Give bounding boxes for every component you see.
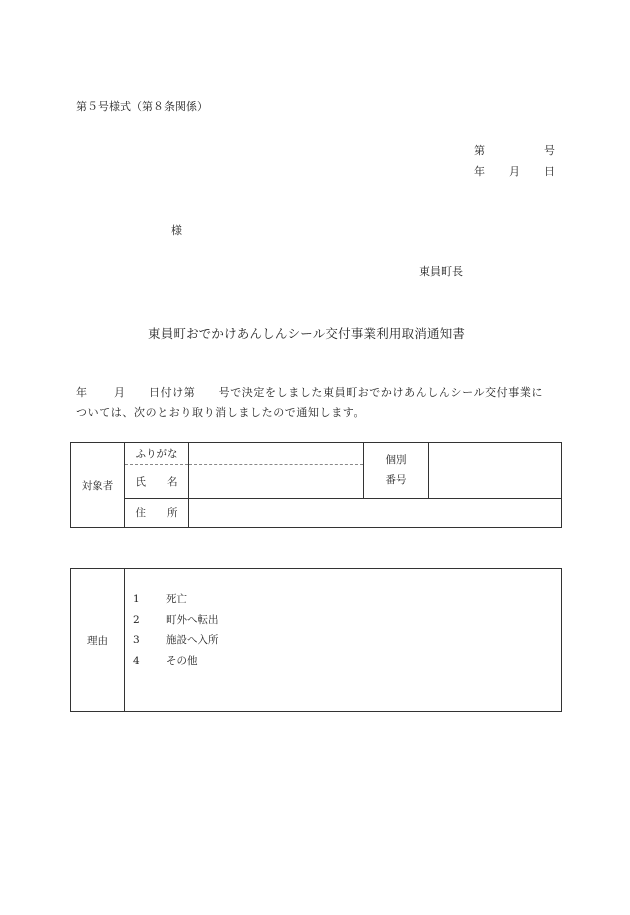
individual-number-label-line-2: 番号 <box>385 474 407 487</box>
sender-name: 東員町長 <box>419 265 463 278</box>
body-line-2: ついては、次のとおり取り消しましたので通知します。 <box>76 406 366 419</box>
reason-item-other[interactable]: 4 その他 <box>133 654 198 667</box>
furigana-label: ふりがな <box>125 443 189 465</box>
subject-table <box>70 442 562 528</box>
reason-table <box>70 568 562 712</box>
body-line-1: 日付け第 号で決定をしました東員町おでかけあんしんシール交付事業に <box>149 386 544 399</box>
doc-date-day: 日 <box>544 165 555 178</box>
individual-number-field[interactable] <box>429 443 562 499</box>
reason-list <box>125 589 561 671</box>
individual-number-label-line-1: 個別 <box>385 454 407 467</box>
reason-label: 理由 <box>71 569 125 712</box>
address-label: 住 所 <box>125 498 189 527</box>
recipient-honorific: 様 <box>171 224 182 237</box>
reason-item-facility[interactable]: 3 施設へ入所 <box>133 634 219 646</box>
individual-number-label <box>364 443 429 499</box>
form-number: 第５号様式（第８条関係） <box>76 100 208 113</box>
reason-item-moved-out[interactable]: 2 町外へ転出 <box>133 613 219 626</box>
doc-number-suffix: 号 <box>544 144 555 157</box>
name-field[interactable] <box>189 465 364 498</box>
name-label: 氏 名 <box>125 465 189 498</box>
address-field[interactable] <box>189 498 562 527</box>
document-title: 東員町おでかけあんしんシール交付事業利用取消通知書 <box>148 326 466 341</box>
doc-date-year: 年 <box>474 165 485 178</box>
body-year: 年 <box>76 386 88 399</box>
doc-date-month: 月 <box>509 165 520 178</box>
subject-header: 対象者 <box>71 443 125 528</box>
doc-number-prefix: 第 <box>474 144 485 157</box>
reason-item-death[interactable]: 1 死亡 <box>133 593 187 605</box>
body-month: 月 <box>114 386 126 399</box>
reason-options <box>125 569 562 712</box>
furigana-field[interactable] <box>189 443 364 465</box>
